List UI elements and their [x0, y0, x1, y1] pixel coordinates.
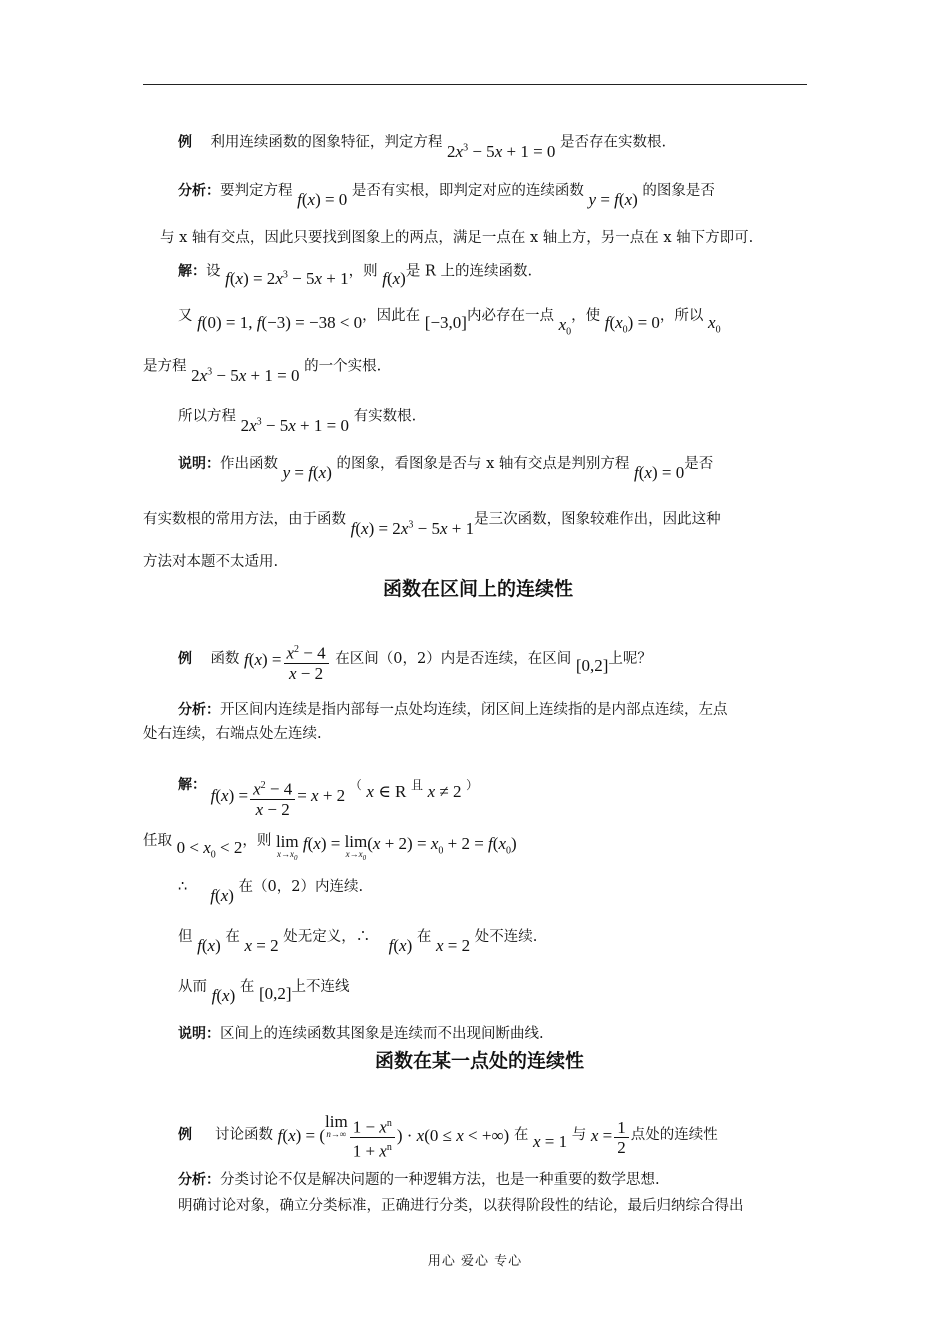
example-label: 例 — [178, 1127, 192, 1144]
math-fx-def: $f(x) = 2x^3 - 5x + 1$ — [350, 518, 475, 538]
math-simplify: f(x) = $\frac{x^2 - 4}{x - 2}$ = x + 2 — [211, 786, 346, 805]
math-x0-b: $x_0$ — [708, 313, 721, 336]
analysis-1-line2: 与 x 轴有交点，因此只要找到图象上的两点，满足一点在 x 轴上方，另一点在 x 轴下方即可. — [160, 230, 754, 246]
example-label: 例 — [178, 134, 192, 151]
therefore-symbol: ∴ — [178, 879, 188, 895]
math-equation: $2x^3 - 5x + 1 = 0$ — [447, 141, 556, 161]
math-x-ne-2: x ≠ 2 — [427, 782, 462, 802]
math-fx: f(x) — [210, 886, 234, 905]
math-fx: f(x) — [388, 936, 413, 955]
math-fx: f(x) — [197, 936, 221, 955]
solution-2-but: 但 f(x) 在 x = 2 处无定义，∴ f(x) 在 x = 2 处不连续. — [178, 929, 538, 955]
solution-label: 解： — [178, 263, 206, 280]
math-fx-eq-0: f(x) = 0 — [297, 190, 348, 209]
solution-1-line2: 又 f(0) = 1, f(−3) = −38 < 0，因此在 [−3,0]内必存在一点 $x_0$，使 $f(x_0) = 0$，所以 $x_0$ — [178, 308, 721, 338]
math-fx-def: $f(x) = 2x^3 - 5x + 1$ — [225, 268, 349, 288]
math-fx: f(x) — [211, 986, 236, 1005]
example-3: 例 讨论函数 f(x) = (lim n→∞ $\frac{1 - x^n}{1 + x^n}$ ) · x(0 ≤ x < +∞) 在 x = 1 与 x = $\frac{1}{2}$ 点处的连续性 — [178, 1112, 718, 1161]
example-tail: 是否存在实数根. — [560, 134, 667, 151]
example-text: 利用连续函数的图象特征，判定方程 — [210, 134, 443, 151]
math-x-eq-half: x = $\frac{1}{2}$ — [591, 1126, 631, 1145]
math-equation: $2x^3 - 5x + 1 = 0$ — [191, 365, 300, 385]
solution-2-hence: 从而 f(x) 在 [0,2]上不连线 — [178, 979, 350, 1005]
analysis-label: 分析： — [178, 183, 220, 199]
math-interval: [0,2] — [575, 656, 609, 676]
example-2: 例 函数 f(x) = $\frac{x^2 - 4}{x - 2}$ 在区间（0，2）内是否连续，在区间 [0,2]上呢？ — [178, 638, 652, 681]
analysis-3: 分析：分类讨论不仅是解决问题的一种逻辑方法，也是一种重要的数学思想. — [178, 1172, 660, 1188]
note-2: 说明：区间上的连续函数其图象是连续而不出现间断曲线. — [178, 1026, 544, 1042]
math-equation: $2x^3 - 5x + 1 = 0$ — [240, 415, 349, 435]
math-range-x0: $0 < x_0 < 2$ — [176, 838, 243, 861]
section-heading: 函数在某一点处的连续性 — [375, 1050, 585, 1072]
note-1: 说明：作出函数 y = f(x) 的图象，看图象是否与 x 轴有交点是判别方程 f(x) = 0是否 — [178, 456, 714, 482]
math-interval: [−3,0] — [424, 313, 467, 332]
math-limit-function: f(x) = (lim n→∞ $\frac{1 - x^n}{1 + x^n}$ ) · x(0 ≤ x < +∞) — [277, 1112, 510, 1161]
analysis-label: 分析： — [178, 702, 220, 718]
math-interval: [0,2] — [258, 984, 292, 1003]
solution-1: 解：设 $f(x) = 2x^3 - 5x + 1$，则 f(x)是 R 上的连续函数. — [178, 263, 533, 288]
page-footer: 用心 爱心 专心 — [427, 1254, 523, 1269]
analysis-2-line2: 处右连续，右端点处左连续. — [143, 726, 322, 742]
solution-2: 解： f(x) = $\frac{x^2 - 4}{x - 2}$ = x + 2 （ x ∈ R 且 x ≠ 2 ） — [178, 777, 479, 819]
header-rule — [143, 84, 807, 85]
note-1-line2: 有实数根的常用方法，由于函数 $f(x) = 2x^3 - 5x + 1$是三次函数，图象较难作出，因此这种 — [143, 511, 721, 538]
solution-2-therefore: ∴ f(x) 在（0，2）内连续. — [178, 879, 364, 905]
solution-1-line4: 所以方程 $2x^3 - 5x + 1 = 0$ 有实数根. — [178, 408, 417, 435]
math-fx0: $f(x_0) = 0$ — [604, 313, 660, 336]
math-x-eq-2: x = 2 — [244, 936, 279, 955]
analysis-2: 分析：开区间内连续是指内部每一点处均连续，闭区间上连续指的是内部点连续，左点 — [178, 702, 728, 718]
note-label: 说明： — [178, 456, 220, 472]
analysis-label: 分析： — [178, 1172, 220, 1188]
math-x-eq-2: x = 2 — [435, 936, 471, 955]
math-domain: x ∈ R — [366, 782, 407, 802]
example-1 — [178, 128, 667, 161]
note-1-line3: 方法对本题不太适用. — [143, 554, 279, 570]
math-x0: $x_0$ — [558, 315, 572, 338]
solution-label: 解： — [178, 777, 206, 794]
math-y-fx: y = f(x) — [282, 463, 332, 482]
math-y-fx: y = f(x) — [588, 190, 638, 209]
math-limit: lim $x\to x_0$ f(x) = lim $x\to x_0$ $(x + 2) = x_0 + 2 = f(x_0)$ — [275, 832, 517, 862]
math-fx: f(x) — [382, 268, 406, 288]
solution-2-limit: 任取 $0 < x_0 < 2$，则 lim $x\to x_0$ f(x) = lim $x\to x_0$ $(x + 2) = x_0 + 2 = f(x_0)$ — [143, 832, 517, 862]
note-label: 说明： — [178, 1026, 220, 1042]
math-fx-eq-0: f(x) = 0 — [634, 463, 685, 482]
math-values: f(0) = 1, f(−3) = −38 < 0 — [197, 313, 363, 332]
analysis-3-line2: 明确讨论对象，确立分类标准，正确进行分类，以获得阶段性的结论，最后归纳综合得出 — [178, 1198, 744, 1214]
section-heading: 函数在区间上的连续性 — [383, 578, 574, 600]
analysis-1: 分析：要判定方程 f(x) = 0 是否有实根，即判定对应的连续函数 y = f(x) 的图象是否 — [178, 183, 715, 209]
solution-1-line3: 是方程 $2x^3 - 5x + 1 = 0$ 的一个实根. — [143, 358, 382, 385]
math-fraction-fx: f(x) = $\frac{x^2 - 4}{x - 2}$ — [244, 650, 331, 669]
math-x-eq-1: x = 1 — [532, 1132, 568, 1152]
example-label: 例 — [178, 651, 192, 668]
